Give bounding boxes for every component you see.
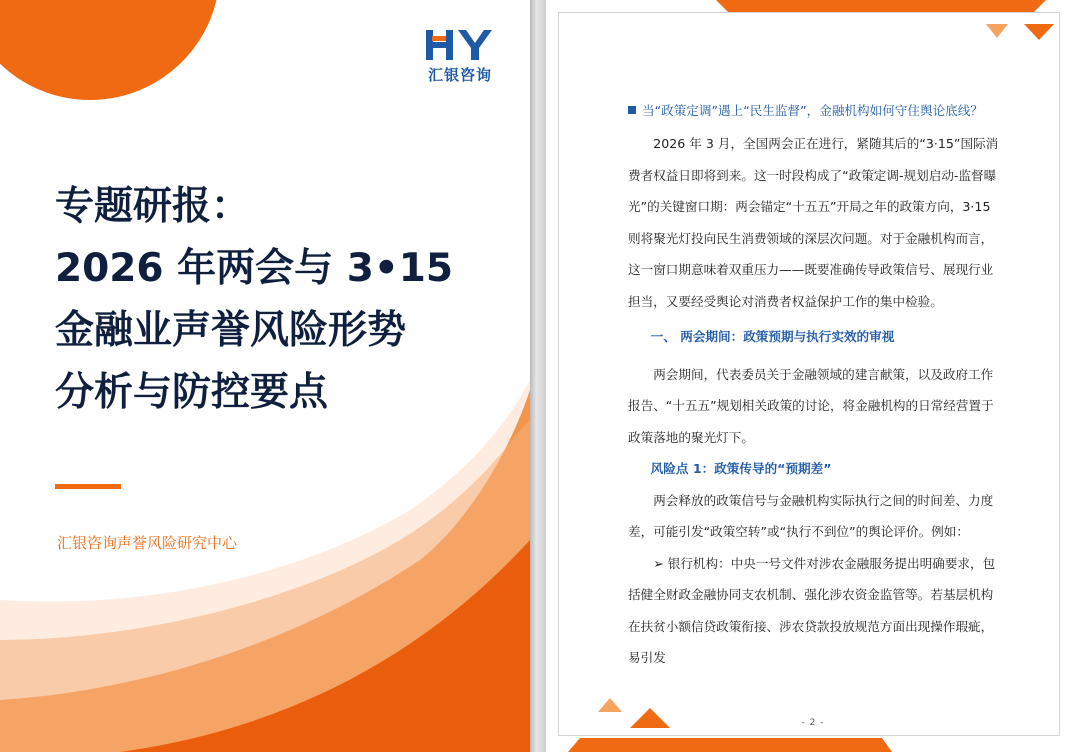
top-orange-bar — [716, 0, 1046, 12]
title-underline-divider — [55, 484, 121, 489]
top-right-triangle-small — [986, 24, 1008, 38]
research-center-name: 汇银咨询声誉风险研究中心 — [57, 534, 238, 552]
question-heading — [628, 98, 1000, 124]
book-gutter — [530, 0, 546, 752]
intro-paragraph: 2026 年 3 月，全国两会正在进行，紧随其后的“3·15”国际消费者权益日即将到来。这一时段构成了“政策定调-规划启动-监督曝光”的关键窗口期：两会锚定“十五五”开局之年的政策方向，3·15 则将聚光灯投向民生消费领域的深层次问题。对于金融机构而言，这一窗口期意味着双重压力——既要准确传导政策信号、展现行业担当，又要经受舆论对消费者权益保护工作的集中检验。 — [628, 136, 999, 309]
logo-text: 汇银咨询 — [427, 66, 492, 84]
logo-hy-icon — [424, 28, 496, 62]
section-paragraph: 两会期间，代表委员关于金融领域的建言献策，以及政府工作报告、“十五五”规划相关政策的讨论，将金融机构的日常经营置于政策落地的聚光灯下。 — [628, 366, 994, 445]
page-body — [628, 98, 1000, 674]
cover-title-line: 2026 年两会与 3•15 — [55, 246, 454, 291]
bullet-text: ➢ 银行机构：中央一号文件对涉农金融服务提出明确要求，包括健全财政金融协同支农机制、强化涉农资金监管等。若基层机构在扶贫小额信贷政策衔接、涉农贷款投放规范方面出现操作瑕疵，易引发 — [628, 555, 996, 665]
bullet-item — [628, 548, 1000, 674]
cover-title-line: 金融业声誉风险形势 — [55, 308, 407, 353]
content-page — [546, 0, 1080, 752]
cover-title — [55, 176, 495, 424]
cover-page — [0, 0, 530, 752]
section-heading: 一、 两会期间：政策预期与执行实效的审视 — [650, 329, 895, 344]
bottom-left-triangle-small — [598, 698, 622, 712]
cover-title-line: 分析与防控要点 — [55, 370, 329, 415]
blue-square-bullet-icon — [628, 106, 636, 114]
page-number: - 2 - — [801, 718, 825, 728]
risk-point-heading: 风险点 1：政策传导的“预期差” — [650, 461, 832, 476]
risk-paragraph: 两会释放的政策信号与金融机构实际执行之间的时间差、力度差，可能引发“政策空转”或“执行不到位”的舆论评价。例如： — [628, 492, 994, 539]
bottom-orange-bar — [568, 738, 892, 752]
top-right-triangle — [1024, 24, 1054, 40]
company-logo — [420, 28, 500, 85]
top-left-orange-blob — [0, 0, 220, 100]
question-heading-text: 当“政策定调”遇上“民生监督”，金融机构如何守住舆论底线？ — [642, 103, 983, 118]
cover-title-line: 专题研报： — [55, 184, 251, 229]
